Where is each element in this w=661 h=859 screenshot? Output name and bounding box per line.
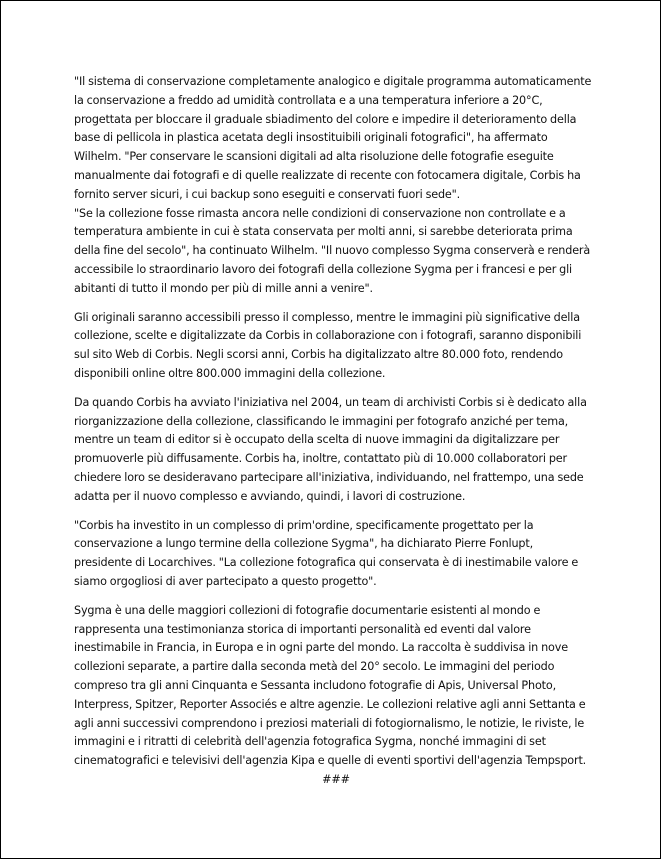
end-marker: ### bbox=[322, 772, 350, 786]
paragraph-corbis-initiative: Da quando Corbis ha avviato l'iniziativa nel 2004, un team di archivisti Corbis si è dedicato alla riorganizzazione della collezione, classificando le immagini per fotografo anziché per tema, mentre un team di editor si è occupato della scelta di nuove immagini da digitalizzare per promuoverle più diffusamente. Corbis ha, inoltre, contattato più di 10.000 collaboratori per chiedere loro se desideravano partecipare all'iniziativa, individuando, nel frattempo, una sede adatta per il nuovo complesso e avviando, quindi, i lavori di costruzione. bbox=[74, 395, 587, 503]
paragraph-wilhelm-quote-1: "Il sistema di conservazione completamente analogico e digitale programma automaticamente la conservazione a freddo ad umidità controllata e a una temperatura inferiore a 20°C, progettata per bloccare il graduale sbiadimento del colore e impedire il deterioramento della base di pellicola in plastica acetata degli insostituibili originali fotografici", ha affermato Wilhelm. "Per conservare le scansioni digitali ad alta risoluzione delle fotografie eseguite manualmente dai fotografi e di quelle realizzate di recente con fotocamera digitale, Corbis ha fornito server sicuri, i cui backup sono eseguiti e conservati fuori sede". bbox=[74, 75, 592, 201]
paragraph-wilhelm-quote-2: "Se la collezione fosse rimasta ancora nelle condizioni di conservazione non controllate e a temperatura ambiente in cui è stata conservata per molti anni, si sarebbe deteriorata prima della fine del secolo", ha continuato Wilhelm. "Il nuovo complesso Sygma conserverà e renderà accessibile lo straordinario lavoro dei fotografi della collezione Sygma per i francesi e per gli abitanti di tutto il mondo per più di mille anni a venire". bbox=[74, 206, 591, 295]
paragraph-originals-access: Gli originali saranno accessibili presso il complesso, mentre le immagini più significative della collezione, scelte e digitalizzate da Corbis in collaborazione con i fotografi, saranno disponibili sul sito Web di Corbis. Negli scorsi anni, Corbis ha digitalizzato altre 80.000 foto, rendendo disponibili online oltre 800.000 immagini della collezione. bbox=[74, 310, 582, 380]
document-body bbox=[74, 73, 592, 790]
paragraph-fonlupt-quote: "Corbis ha investito in un complesso di prim'ordine, specificamente progettato per la conservazione a lungo termine della collezione Sygma", ha dichiarato Pierre Fonlupt, presidente di Locarchives. "La collezione fotografica qui conservata è di inestimabile valore e siamo orgogliosi di aver partecipato a questo progetto". bbox=[74, 518, 579, 588]
paragraph-sygma-description: Sygma è una delle maggiori collezioni di fotografie documentarie esistenti al mondo e rappresenta una testimonianza storica di importanti personalità ed eventi dal valore inestimabile in Francia, in Europa e in ogni parte del mondo. La raccolta è suddivisa in nove collezioni separate, a partire dalla seconda metà del 20° secolo. Le immagini del periodo compreso tra gli anni Cinquanta e Sessanta includono fotografie di Apis, Universal Photo, Interpress, Spitzer, Reporter Associés e altre agenzie. Le collezioni relative agli anni Settanta e agli anni successivi comprendono i preziosi materiali di fotogiornalismo, le notizie, le riviste, le immagini e i ritratti di celebrità dell'agenzia fotografica Sygma, nonché immagini di set cinematografici e televisivi dell'agenzia Kipa e quelle di eventi sportivi dell'agenzia Tempsport. bbox=[74, 603, 587, 768]
